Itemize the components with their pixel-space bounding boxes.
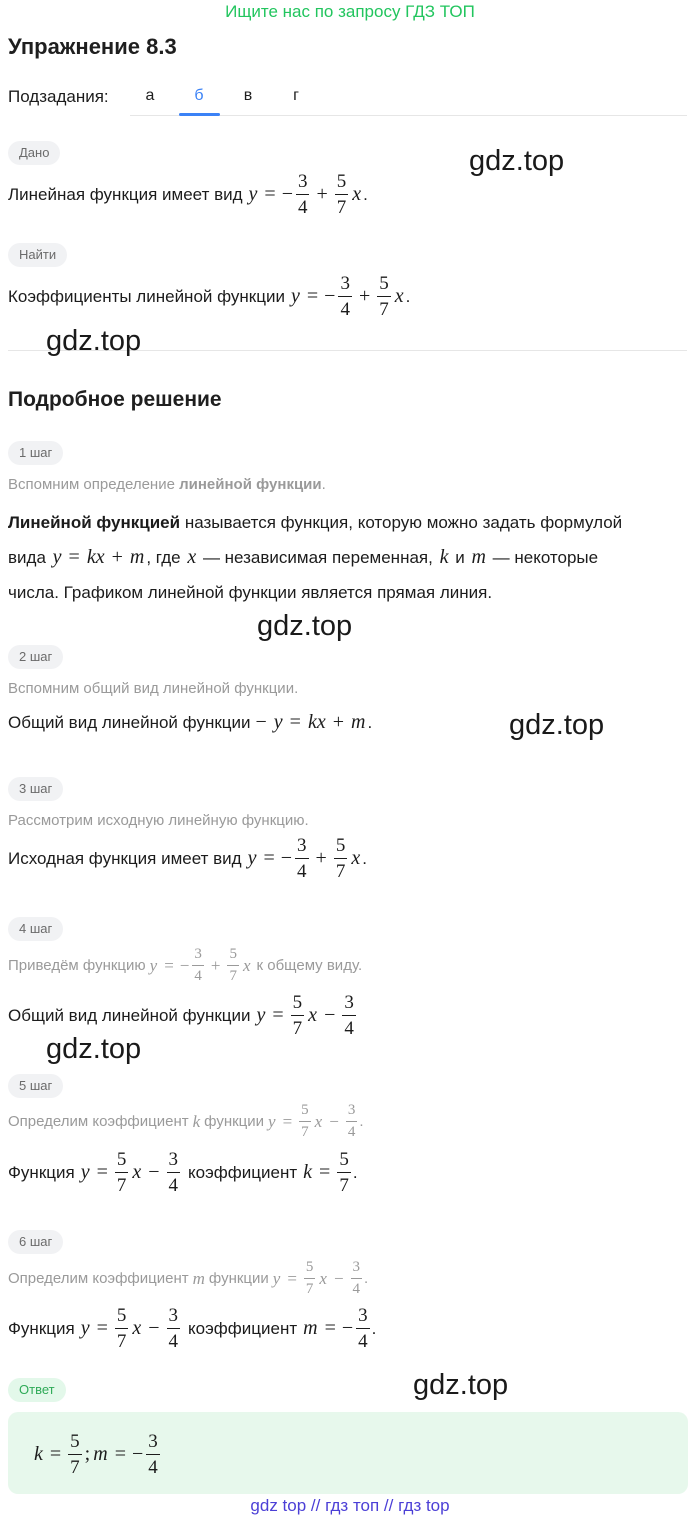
active-tab-indicator	[179, 113, 220, 116]
watermark: gdz.top	[46, 325, 142, 357]
watermark: gdz.top	[469, 145, 565, 177]
subtask-tabs	[130, 78, 687, 116]
page-title: Упражнение 8.3	[8, 34, 177, 59]
answer-badge: Ответ	[8, 1378, 66, 1402]
step-3-badge: 3 шаг	[8, 777, 63, 801]
step-1-hint: Вспомним определение линейной функции .	[8, 476, 326, 493]
step-5-hint: Определим коэффициент k функции y = $\frac{5}{7}$ x − $\frac{3}{4}$ .	[8, 1102, 364, 1140]
step-5-badge: 5 шаг	[8, 1074, 63, 1098]
tab-g[interactable]: г	[293, 87, 299, 104]
watermark: gdz.top	[46, 1033, 142, 1065]
given-text: Линейная функция имеет вид y = − $\frac{3}{4}$ + $\frac{5}{7}$ x .	[8, 171, 368, 218]
step-2-hint: Вспомним общий вид линейной функции.	[8, 680, 299, 697]
answer-formula: k = $\frac{5}{7}$ ; m = − $\frac{3}{4}$	[34, 1431, 158, 1478]
given-label: Линейная функция имеет вид	[8, 184, 243, 204]
step-1-badge: 1 шаг	[8, 441, 63, 465]
step-6-badge: 6 шаг	[8, 1230, 63, 1254]
step-4-text: Общий вид линейной функции y = $\frac{5}{7}$ x − $\frac{3}{4}$	[8, 992, 354, 1039]
solution-title: Подробное решение	[8, 388, 222, 411]
given-badge: Дано	[8, 141, 60, 165]
tab-b[interactable]: б	[194, 87, 204, 104]
step-6-hint: Определим коэффициент m функции y = $\frac{5}{7}$ x − $\frac{3}{4}$ .	[8, 1259, 369, 1297]
step-3-hint: Рассмотрим исходную линейную функцию.	[8, 812, 309, 829]
tab-v[interactable]: в	[243, 87, 253, 104]
find-badge: Найти	[8, 243, 67, 267]
step-4-badge: 4 шаг	[8, 917, 63, 941]
step-5-text: Функция y = $\frac{5}{7}$ x − $\frac{3}{4}$ коэффициент k = $\frac{5}{7}$ .	[8, 1149, 358, 1196]
step-2-text: Общий вид линейной функции − y = kx + m .	[8, 711, 373, 733]
answer-box	[8, 1412, 688, 1494]
subtasks-label: Подзадания:	[8, 87, 109, 106]
watermark: gdz.top	[413, 1369, 509, 1401]
tab-a[interactable]: а	[145, 87, 155, 104]
step-4-hint: Приведём функцию y = − $\frac{3}{4}$ + $\frac{5}{7}$ x к общему виду.	[8, 946, 363, 984]
footer-links[interactable]: gdz top // гдз топ // гдз top	[250, 1496, 450, 1515]
find-text: Коэффициенты линейной функции y = − $\frac{3}{4}$ + $\frac{5}{7}$ x .	[8, 273, 411, 320]
watermark: gdz.top	[257, 610, 353, 642]
watermark: gdz.top	[509, 709, 605, 741]
top-banner: Ищите нас по запросу ГДЗ ТОП	[225, 2, 475, 21]
step-1-body: Линейной функцией называется функция, которую можно задать формулой вида y = kx + m , где x — независимая переменная, k и m — некоторые числа. Графиком линейной функции является прямая линия.	[8, 513, 623, 602]
step-6-text: Функция y = $\frac{5}{7}$ x − $\frac{3}{4}$ коэффициент m = − $\frac{3}{4}$ .	[8, 1305, 377, 1352]
step-2-badge: 2 шаг	[8, 645, 63, 669]
find-label: Коэффициенты линейной функции	[8, 286, 285, 306]
step-3-text: Исходная функция имеет вид y = − $\frac{3}{4}$ + $\frac{5}{7}$ x .	[8, 835, 367, 882]
